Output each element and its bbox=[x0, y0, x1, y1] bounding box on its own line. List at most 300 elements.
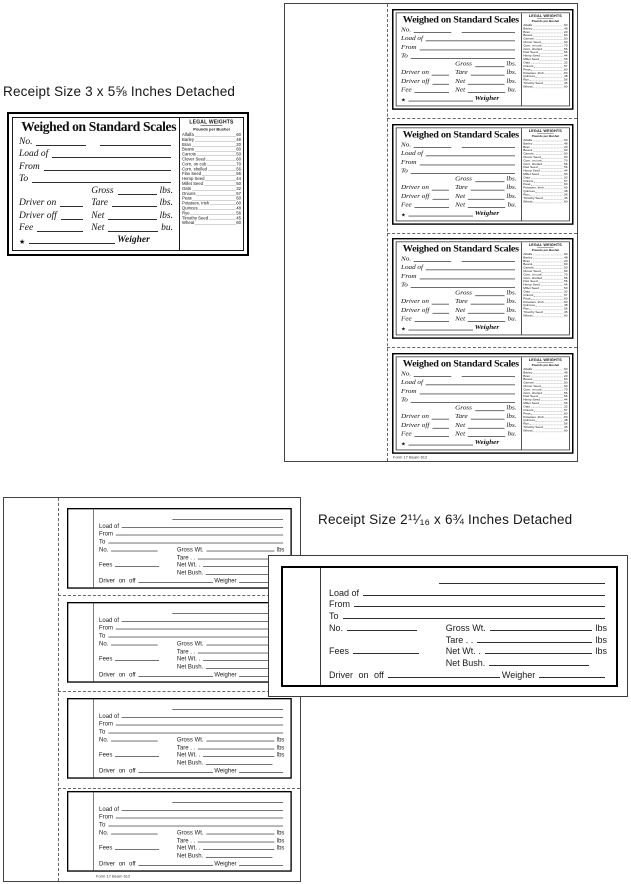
blank-line bbox=[471, 189, 504, 190]
blank-line bbox=[468, 206, 505, 207]
pounds-value: 56 bbox=[563, 47, 568, 51]
blank-line bbox=[29, 242, 115, 244]
row-no bbox=[401, 141, 517, 150]
dotted-leader bbox=[202, 175, 235, 176]
weigher-label: Weigher bbox=[474, 439, 500, 447]
scale-receipt bbox=[392, 9, 574, 110]
lbs-unit: lbs. bbox=[506, 77, 517, 85]
no-label: No. bbox=[19, 137, 33, 148]
scale-receipt bbox=[392, 353, 574, 454]
row-top-blank bbox=[329, 574, 607, 586]
blank-line bbox=[198, 748, 275, 749]
lbs-unit: lbs bbox=[276, 743, 285, 751]
blank-line bbox=[198, 652, 275, 653]
blank-line bbox=[122, 620, 283, 621]
row-fee-net bbox=[401, 430, 517, 439]
driver-off-label: Driver off bbox=[401, 77, 430, 85]
blank-line bbox=[426, 40, 515, 41]
blank-line bbox=[353, 652, 419, 654]
to-label: To bbox=[99, 821, 106, 828]
blank-line bbox=[409, 215, 474, 216]
row-driver-weigher bbox=[99, 576, 284, 584]
pounds-value: 57 bbox=[563, 64, 568, 68]
commodity-name: Bran bbox=[523, 373, 530, 378]
to-label: To bbox=[401, 52, 408, 60]
plain-receipt bbox=[67, 602, 292, 683]
commodity-name: Alfalfa bbox=[523, 23, 533, 27]
blank-line bbox=[439, 582, 605, 584]
pounds-value: 56 bbox=[563, 306, 568, 311]
row-weigher bbox=[401, 209, 517, 218]
commodity-name: Beans bbox=[523, 148, 533, 152]
bu-unit: bu. bbox=[161, 222, 173, 233]
row-driver-off-net bbox=[401, 192, 517, 201]
row-to bbox=[99, 631, 284, 639]
pounds-value: 56 bbox=[563, 165, 568, 169]
commodity-name: Carrots bbox=[523, 36, 534, 41]
star-mark-icon: ★ bbox=[401, 212, 406, 218]
pounds-value: 56 bbox=[563, 162, 568, 166]
pounds-value: 44 bbox=[563, 397, 568, 402]
weigher-label: Weigher bbox=[474, 95, 500, 103]
row-to bbox=[401, 395, 517, 404]
dotted-leader bbox=[208, 170, 235, 171]
row-weigher bbox=[401, 438, 517, 447]
lbs-unit: lbs. bbox=[506, 184, 517, 192]
commodity-name: Oats bbox=[523, 175, 530, 180]
commodity-name: Bran bbox=[523, 144, 530, 149]
to-label: To bbox=[99, 632, 106, 639]
row-driver-weigher bbox=[99, 670, 284, 678]
scale-receipt-frame bbox=[12, 117, 244, 251]
net-bu-label: Net bbox=[455, 86, 466, 94]
row-to bbox=[19, 173, 173, 185]
tare-label: Tare bbox=[91, 198, 108, 209]
pounds-value: 60 bbox=[563, 296, 568, 301]
row-no-gross bbox=[329, 621, 607, 633]
plain-receipt-fields bbox=[321, 568, 616, 685]
lbs-unit: lbs. bbox=[506, 298, 517, 306]
row-tare bbox=[329, 633, 607, 645]
star-mark-icon: ★ bbox=[401, 326, 406, 332]
from-label: From bbox=[329, 599, 350, 610]
load-of-label: Load of bbox=[329, 587, 360, 598]
pounds-value: 20 bbox=[563, 258, 568, 263]
legal-weights-list bbox=[523, 23, 567, 88]
blank-line bbox=[409, 100, 474, 101]
fees-label: Fees bbox=[99, 561, 113, 569]
dotted-leader bbox=[192, 146, 235, 147]
pounds-value: 44 bbox=[563, 168, 568, 173]
commodity-name: Alfalfa bbox=[523, 138, 533, 142]
legal-weights-panel bbox=[521, 357, 569, 449]
gross-label: Gross bbox=[455, 60, 472, 68]
fee-label: Fee bbox=[401, 201, 412, 209]
row-fees-net bbox=[99, 560, 284, 568]
row-from bbox=[401, 272, 517, 281]
scale-receipt-strip-panel bbox=[284, 3, 578, 462]
net-bu-label: Net bbox=[455, 430, 466, 438]
gross-wt-label: Gross Wt. bbox=[176, 828, 204, 836]
commodity-name: Clover Seed bbox=[523, 40, 541, 44]
commodity-name: Potatoes, Irish bbox=[523, 186, 544, 190]
commodity-name: Onions bbox=[523, 64, 534, 68]
gross-label: Gross bbox=[455, 404, 472, 412]
row-gross bbox=[401, 404, 517, 413]
blank-line bbox=[420, 164, 515, 165]
commodity-name: Alfalfa bbox=[523, 252, 533, 256]
blank-line bbox=[172, 709, 283, 710]
commodity-name: Wheat bbox=[523, 199, 533, 204]
row-gross bbox=[401, 289, 517, 298]
commodity-name: Corn, on cob bbox=[523, 387, 542, 392]
blank-line bbox=[471, 418, 504, 419]
from-label: From bbox=[19, 161, 40, 172]
row-gross bbox=[401, 60, 517, 69]
lbs-unit: lbs bbox=[276, 735, 285, 743]
commodity-name: Oats bbox=[182, 185, 191, 191]
commodity-name: Bran bbox=[523, 29, 530, 34]
blank-line bbox=[122, 526, 283, 527]
legal-weight-row bbox=[182, 221, 241, 226]
blank-line bbox=[52, 156, 171, 158]
blank-line bbox=[111, 740, 158, 741]
pounds-value: 60 bbox=[236, 132, 241, 137]
pounds-value: 60 bbox=[563, 377, 568, 381]
blank-line bbox=[415, 206, 449, 207]
row-net-bush bbox=[99, 568, 284, 576]
blank-line bbox=[363, 594, 605, 596]
commodity-name: Millet Seed bbox=[523, 172, 540, 176]
fees-label: Fees bbox=[99, 844, 113, 852]
commodity-name: Corn, on cob bbox=[523, 272, 542, 277]
dotted-leader bbox=[206, 161, 235, 162]
load-of-label: Load of bbox=[401, 35, 423, 43]
commodity-name: Hemp Seed bbox=[523, 397, 541, 402]
blank-line bbox=[203, 660, 275, 661]
plain-receipt bbox=[67, 698, 292, 779]
row-from bbox=[99, 719, 284, 727]
tare-label: Tare bbox=[455, 69, 468, 77]
tare-label: Tare . . bbox=[176, 647, 196, 655]
row-no-gross bbox=[99, 545, 284, 553]
pounds-value: 60 bbox=[563, 71, 568, 75]
row-from bbox=[99, 623, 284, 631]
net-wt-label: Net Wt. . bbox=[176, 844, 201, 852]
row-weigher bbox=[401, 323, 517, 332]
pounds-value: 45 bbox=[563, 310, 568, 314]
blank-line bbox=[420, 49, 515, 50]
commodity-name: Carrots bbox=[523, 265, 534, 270]
row-load-of bbox=[99, 615, 284, 623]
commodity-name: Beans bbox=[523, 262, 533, 266]
blank-line bbox=[388, 676, 500, 678]
receipt-stub bbox=[68, 603, 93, 681]
pounds-value: 60 bbox=[563, 148, 568, 152]
net-wt-label: Net Wt. . bbox=[445, 646, 481, 657]
star-mark-icon: ★ bbox=[19, 237, 26, 246]
blank-line bbox=[475, 410, 504, 411]
dotted-leader bbox=[196, 195, 235, 196]
lbs-unit: lbs. bbox=[506, 69, 517, 77]
receipt-size-label-top: Receipt Size 3 x 5⅝ Inches Detached bbox=[3, 84, 236, 99]
dotted-leader bbox=[195, 151, 235, 152]
row-net-bush bbox=[99, 851, 284, 859]
row-no bbox=[19, 136, 173, 148]
blank-line bbox=[122, 809, 283, 810]
blank-line bbox=[108, 230, 158, 232]
driver-on-off-label: Driver on off bbox=[99, 767, 136, 775]
lbs-unit: lbs bbox=[276, 828, 285, 836]
commodity-name: Wheat bbox=[182, 220, 195, 226]
pounds-value: 48 bbox=[563, 74, 568, 78]
bu-unit: bu. bbox=[507, 430, 517, 438]
driver-on-label: Driver on bbox=[401, 413, 429, 421]
from-label: From bbox=[401, 272, 417, 280]
row-no bbox=[401, 255, 517, 264]
from-label: From bbox=[99, 720, 114, 727]
load-of-label: Load of bbox=[99, 616, 120, 624]
receipt-title: Weighed on Standard Scales bbox=[402, 129, 519, 141]
blank-line bbox=[539, 676, 605, 678]
row-load-of bbox=[401, 378, 517, 387]
commodity-name: Barley bbox=[523, 255, 533, 259]
gross-wt-label: Gross Wt. bbox=[176, 639, 204, 647]
commodity-name: Oats bbox=[523, 404, 530, 409]
blank-line bbox=[111, 644, 158, 645]
pounds-value: 48 bbox=[563, 141, 568, 145]
dotted-leader bbox=[205, 180, 235, 181]
pounds-value: 57 bbox=[563, 179, 568, 183]
no-label: No. bbox=[99, 639, 109, 647]
pounds-value: 56 bbox=[563, 279, 568, 283]
blank-line bbox=[138, 771, 213, 772]
blank-line bbox=[206, 764, 273, 765]
row-driver-on-tare bbox=[401, 184, 517, 193]
form-number-footer: Form 17 Beam 612 bbox=[96, 874, 131, 879]
dotted-leader bbox=[204, 185, 235, 186]
receipt-stub bbox=[283, 568, 321, 685]
plain-receipt bbox=[281, 566, 618, 687]
commodity-name: Millet Seed bbox=[523, 401, 540, 405]
scale-receipt-frame bbox=[396, 128, 570, 222]
to-label: To bbox=[401, 281, 408, 289]
load-of-label: Load of bbox=[99, 805, 120, 813]
net-wt-label: Net Wt. . bbox=[176, 561, 201, 569]
row-top-blank bbox=[99, 703, 284, 711]
commodity-name: Flax Seed bbox=[523, 50, 538, 54]
strip-scale-receipt-4 bbox=[392, 353, 631, 497]
commodity-name: Flax Seed bbox=[523, 279, 538, 283]
commodity-name: Onions bbox=[182, 190, 196, 196]
weigher-label: Weigher bbox=[214, 577, 237, 585]
blank-line bbox=[354, 605, 605, 607]
tare-label: Tare bbox=[455, 298, 468, 306]
blank-line bbox=[203, 756, 275, 757]
row-to bbox=[99, 820, 284, 828]
commodity-name: Carrots bbox=[182, 151, 196, 157]
detached-scale-receipt bbox=[7, 112, 249, 256]
pounds-value: 56 bbox=[563, 391, 568, 395]
blank-line bbox=[138, 675, 213, 676]
blank-line bbox=[468, 91, 505, 92]
row-driver-weigher bbox=[99, 859, 284, 867]
net-bu-label: Net bbox=[455, 201, 466, 209]
legal-weights-subtitle: Pounds per Bushel bbox=[531, 363, 560, 367]
commodity-name: Corn, shelled bbox=[523, 391, 543, 395]
commodity-name: Beans bbox=[523, 33, 533, 37]
pounds-value: 48 bbox=[236, 205, 241, 211]
pounds-value: 70 bbox=[236, 161, 241, 167]
row-from bbox=[401, 387, 517, 396]
dotted-leader bbox=[195, 136, 235, 137]
pounds-value: 57 bbox=[563, 408, 568, 412]
pounds-value: 45 bbox=[563, 425, 568, 429]
blank-line bbox=[111, 550, 158, 551]
commodity-name: Timothy Seed bbox=[523, 425, 543, 429]
row-load-of bbox=[99, 521, 284, 529]
legal-weight-row bbox=[523, 85, 567, 88]
commodity-name: Peas bbox=[523, 67, 531, 72]
commodity-name: Carrots bbox=[523, 151, 534, 156]
legal-weights-list bbox=[182, 133, 241, 226]
commodity-name: Quinces bbox=[523, 303, 535, 307]
weigher-label: Weigher bbox=[214, 671, 237, 679]
legal-weight-row bbox=[523, 419, 567, 422]
legal-weights-subtitle: Pounds per Bushel bbox=[531, 19, 560, 23]
pounds-value: 56 bbox=[563, 276, 568, 280]
commodity-name: Alfalfa bbox=[182, 132, 194, 137]
driver-off-label: Driver off bbox=[401, 192, 430, 200]
row-top-blank bbox=[99, 607, 284, 615]
pounds-value: 56 bbox=[563, 50, 568, 54]
pounds-value: 60 bbox=[563, 186, 568, 190]
legal-weights-panel bbox=[521, 128, 569, 220]
row-load-of bbox=[401, 263, 517, 272]
receipt-stub bbox=[68, 509, 93, 587]
commodity-name: Millet Seed bbox=[523, 57, 540, 61]
blank-line bbox=[32, 181, 171, 183]
scale-receipt-fields bbox=[397, 128, 522, 220]
driver-on-label: Driver on bbox=[401, 184, 429, 192]
lbs-unit: lbs. bbox=[506, 175, 517, 183]
receipt-size-label-bottom: Receipt Size 2¹¹⁄₁₆ x 6¾ Inches Detached bbox=[318, 512, 573, 527]
pounds-value: 32 bbox=[563, 60, 568, 65]
blank-line bbox=[36, 144, 86, 146]
detached-plain-receipt-sheet bbox=[268, 555, 628, 697]
weigher-label: Weigher bbox=[474, 210, 500, 218]
legal-weights-title: LEGAL WEIGHTS bbox=[528, 129, 562, 134]
blank-line bbox=[409, 444, 474, 445]
blank-line bbox=[471, 303, 504, 304]
blank-line bbox=[115, 849, 159, 850]
blank-line bbox=[172, 613, 283, 614]
scale-receipt bbox=[392, 124, 574, 225]
plain-receipt-fields bbox=[94, 509, 291, 587]
blank-line bbox=[116, 534, 283, 535]
lbs-unit: lbs. bbox=[506, 421, 517, 429]
driver-on-off-label: Driver on off bbox=[99, 577, 136, 585]
commodity-name: Corn, on cob bbox=[182, 161, 207, 167]
scale-receipt-fields bbox=[397, 242, 522, 334]
row-tare bbox=[99, 836, 284, 844]
commodity-name: Peas bbox=[523, 182, 531, 187]
blank-line bbox=[411, 172, 515, 173]
commodity-name: Peas bbox=[182, 195, 192, 201]
row-to bbox=[329, 609, 607, 621]
pounds-value: 60 bbox=[563, 182, 568, 187]
blank-line bbox=[432, 312, 449, 313]
gross-wt-label: Gross Wt. bbox=[445, 622, 486, 633]
blank-line bbox=[432, 198, 449, 199]
pounds-value: 32 bbox=[563, 175, 568, 180]
gross-wt-label: Gross Wt. bbox=[176, 545, 204, 553]
row-tare bbox=[99, 553, 284, 561]
row-no bbox=[401, 26, 517, 35]
row-to bbox=[401, 280, 517, 289]
scale-receipt-frame bbox=[396, 13, 570, 107]
lbs-unit: lbs. bbox=[506, 413, 517, 421]
blank-line bbox=[426, 155, 515, 156]
row-to bbox=[401, 51, 517, 60]
row-load-of bbox=[99, 804, 284, 812]
pounds-value: 60 bbox=[563, 252, 568, 256]
pounds-value: 48 bbox=[236, 136, 241, 142]
tare-label: Tare bbox=[455, 413, 468, 421]
weigher-label: Weigher bbox=[474, 324, 500, 332]
blank-line bbox=[112, 205, 157, 207]
driver-on-off-label: Driver on off bbox=[99, 671, 136, 679]
no-label: No. bbox=[401, 255, 412, 263]
bu-unit: bu. bbox=[507, 201, 517, 209]
blank-line bbox=[475, 181, 504, 182]
row-load-of bbox=[19, 148, 173, 160]
commodity-name: Corn, shelled bbox=[523, 162, 543, 166]
commodity-name: Corn, shelled bbox=[182, 166, 208, 172]
scale-receipt-fields bbox=[397, 13, 522, 105]
pounds-value: 56 bbox=[563, 394, 568, 398]
driver-on-label: Driver on bbox=[401, 298, 429, 306]
load-of-label: Load of bbox=[401, 379, 423, 387]
load-of-label: Load of bbox=[99, 712, 120, 720]
net-wt-label: Net Wt. . bbox=[176, 751, 201, 759]
commodity-name: Millet Seed bbox=[182, 180, 204, 186]
no-label: No. bbox=[99, 545, 109, 553]
lbs-unit: lbs. bbox=[506, 289, 517, 297]
blank-line bbox=[108, 825, 283, 826]
row-driver-on-tare bbox=[401, 69, 517, 78]
pounds-value: 60 bbox=[563, 199, 568, 204]
net-bush-label: Net Bush. bbox=[176, 663, 204, 671]
driver-off-label: Driver off bbox=[19, 210, 57, 221]
no-label: No. bbox=[401, 26, 412, 34]
net-wt-label: Net Wt. . bbox=[176, 655, 201, 663]
commodity-name: Rye bbox=[523, 306, 529, 311]
lbs-unit: lbs. bbox=[506, 192, 517, 200]
row-gross bbox=[19, 185, 173, 197]
commodity-name: Quinces bbox=[523, 189, 535, 193]
driver-off-label: Driver off bbox=[401, 306, 430, 314]
commodity-name: Rye bbox=[182, 210, 190, 216]
pounds-value: 44 bbox=[236, 176, 241, 182]
net-bush-label: Net Bush. bbox=[176, 759, 204, 767]
net-bush-label: Net Bush. bbox=[176, 852, 204, 860]
blank-line bbox=[468, 198, 504, 199]
pounds-value: 60 bbox=[563, 40, 568, 44]
commodity-name: Flax Seed bbox=[523, 394, 538, 398]
star-mark-icon: ★ bbox=[401, 97, 406, 103]
blank-line bbox=[432, 427, 449, 428]
